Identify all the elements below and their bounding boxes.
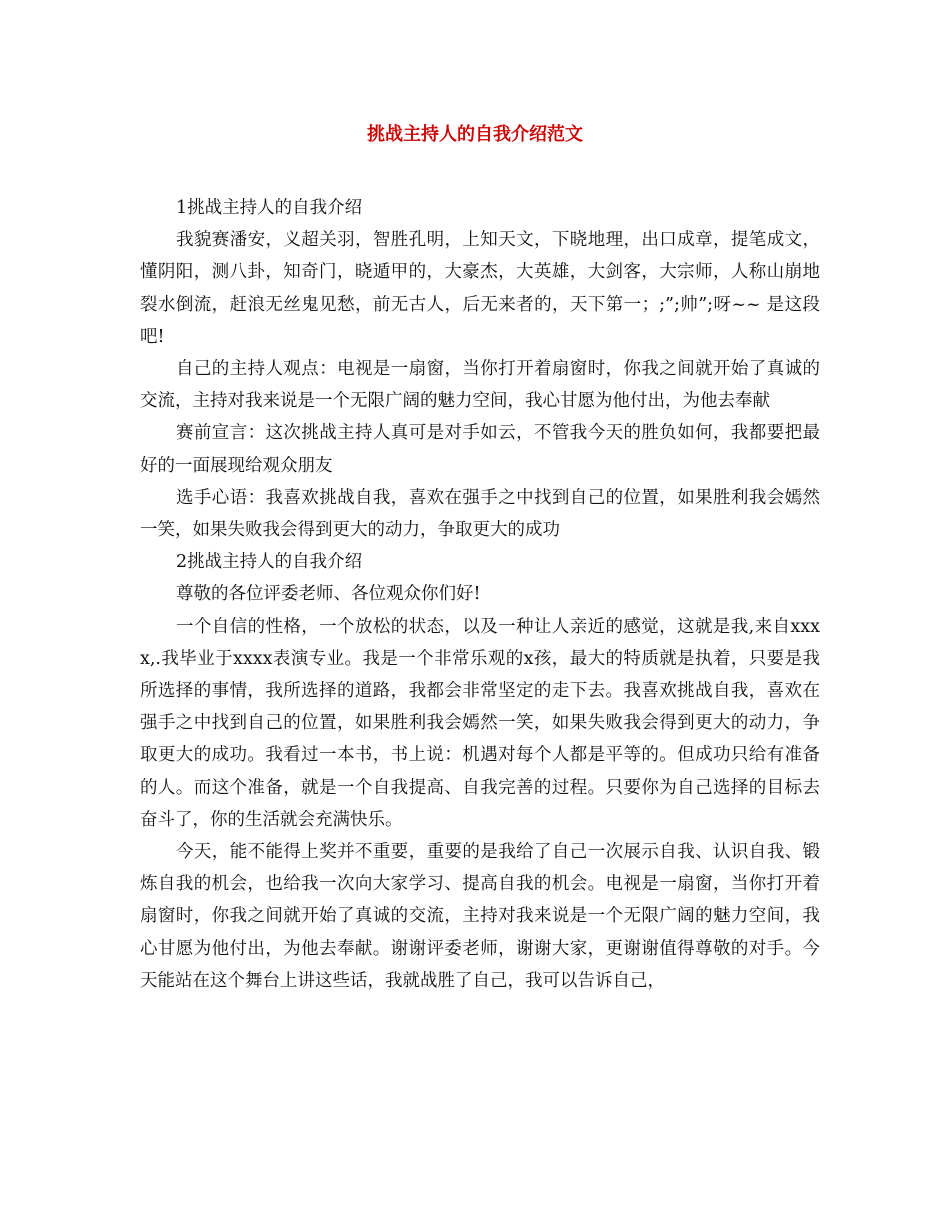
document-body (140, 192, 820, 997)
paragraph-pre-match-declaration: 赛前宣言：这次挑战主持人真可是对手如云，不管我今天的胜负如何，我都要把最好的一面展现给观众朋友 (140, 423, 820, 476)
paragraph-self-description: 我貌赛潘安，义超关羽，智胜孔明，上知天文，下晓地理，出口成章，提笔成文，懂阴阳，测八卦，知奇门，晓遁甲的，大豪杰，大英雄，大剑客，大宗师，人称山崩地裂水倒流，赶浪无丝鬼见愁，前无古人，后无来者的，天下第一；;”;帅”;呀~~ 是这段吧! (140, 230, 820, 347)
paragraph-greeting: 尊敬的各位评委老师、各位观众你们好! (176, 584, 481, 605)
paragraph-introduction: 一个自信的性格，一个放松的状态，以及一种让人亲近的感觉，这就是我,来自xxxx,.我毕业于xxxx表演专业。我是一个非常乐观的x孩，最大的特质就是执着，只要是我所选择的事情，我所选择的道路，我都会非常坚定的走下去。我喜欢挑战自我，喜欢在强手之中找到自己的位置，如果胜利我会嫣然一笑，如果失败我会得到更大的动力，争取更大的成功。我看过一本书，书上说：机遇对每个人都是平等的。但成功只给有准备的人。而这个准备，就是一个自我提高、自我完善的过程。只要你为自己选择的目标去奋斗了，你的生活就会充满快乐。 (140, 616, 820, 830)
section-heading-1: 1挑战主持人的自我介绍 (176, 198, 363, 218)
paragraph-closing: 今天，能不能得上奖并不重要，重要的是我给了自己一次展示自我、认识自我、锻炼自我的机会，也给我一次向大家学习、提高自我的机会。电视是一扇窗，当你打开着扇窗时，你我之间就开始了真诚的交流，主持对我来说是一个无限广阔的魅力空间，我心甘愿为他付出，为他去奉献。谢谢评委老师，谢谢大家，更谢谢值得尊敬的对手。今天能站在这个舞台上讲这些话，我就战胜了自己，我可以告诉自己， (140, 842, 820, 991)
section-heading-2: 2挑战主持人的自我介绍 (176, 552, 363, 573)
paragraph-host-viewpoint: 自己的主持人观点：电视是一扇窗，当你打开着扇窗时，你我之间就开始了真诚的交流，主持对我来说是一个无限广阔的魅力空间，我心甘愿为他付出，为他去奉献 (140, 359, 820, 412)
document-title: 挑战主持人的自我介绍范文 (367, 124, 583, 145)
paragraph-contestant-words: 选手心语：我喜欢挑战自我，喜欢在强手之中找到自己的位置，如果胜利我会嫣然一笑，如果失败我会得到更大的动力，争取更大的成功 (140, 487, 820, 541)
